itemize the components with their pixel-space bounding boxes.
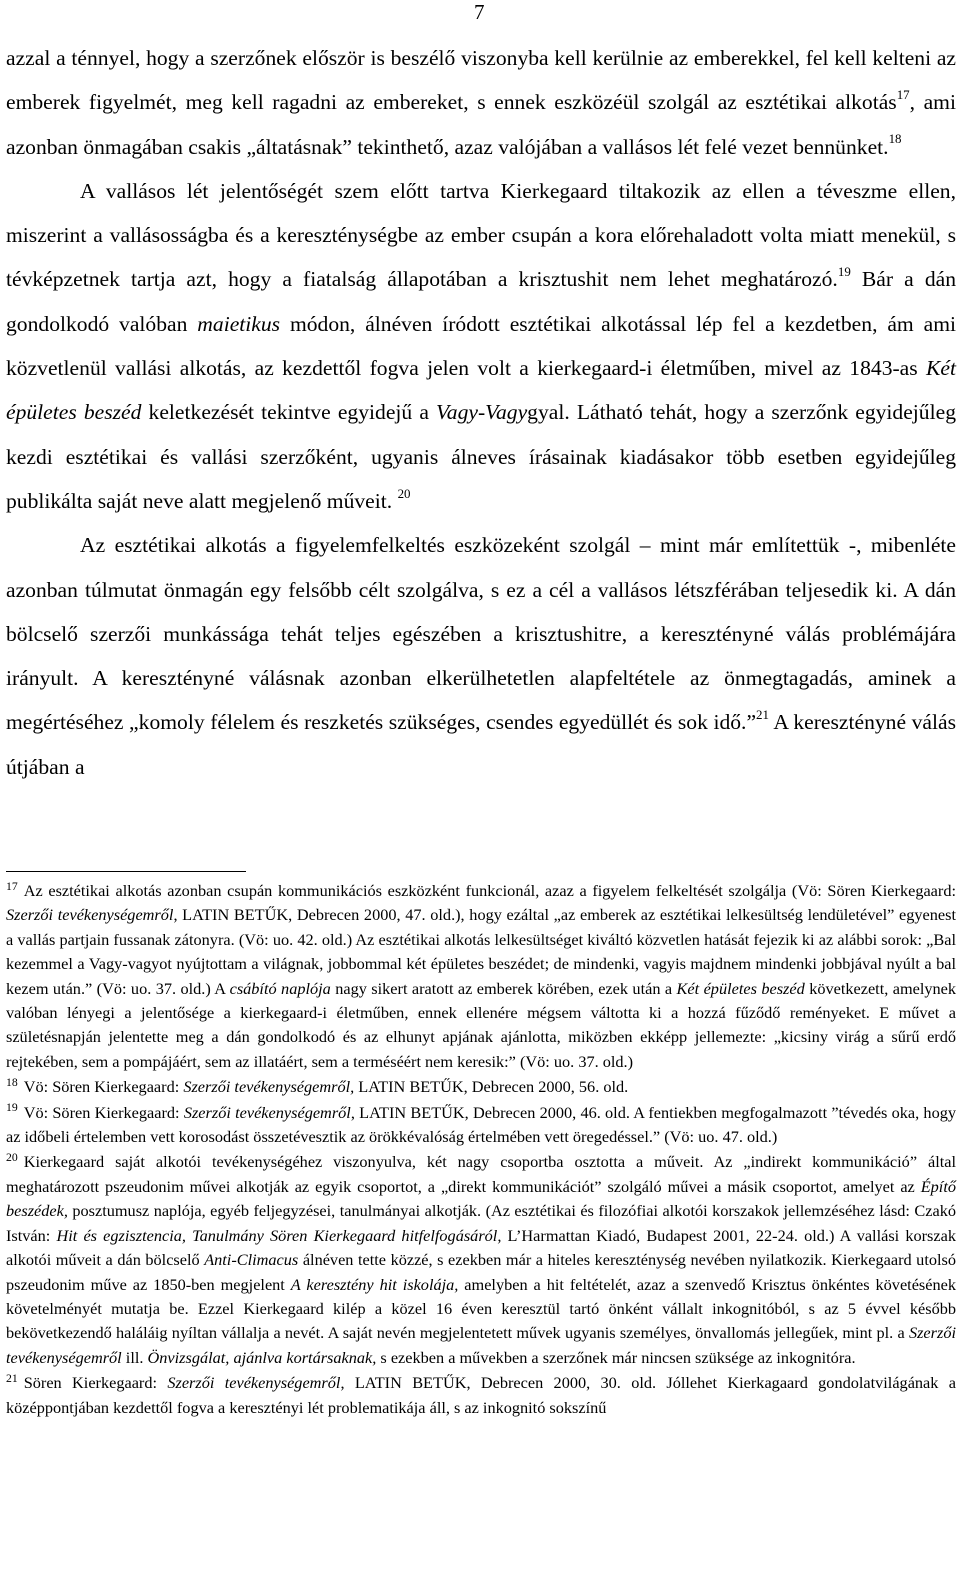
text-run: L’Harmattan Kiadó, Budapest 2001, 22-24. old.) A vallási korszak alkotói műveit a dán bölcselő <box>6 1225 956 1270</box>
text-run: Bár a dán gondolkodó valóban <box>6 267 956 336</box>
footnote-ref: 19 <box>837 264 851 280</box>
footnote-separator <box>6 871 246 872</box>
footnote-number: 19 <box>6 1101 18 1115</box>
footnote-number: 21 <box>6 1371 18 1385</box>
text-run: gyal. Látható tehát, hogy a szerzőnk egyidejűleg kezdi esztétikai és vallási szerzőként, ugyanis álneves írásainak kiadásakor több esetben egyidejűleg publikálta saját neve alatt megjelenő műveit. <box>6 400 956 513</box>
text-run: nagy sikert aratott az emberek körében, ezek után a <box>330 978 677 998</box>
text-run: , ami azonban önmagában csakis „áltatásnak” tekinthető, azaz valójában a vallásos lét felé vezet bennünket. <box>6 90 956 159</box>
italic-text: Önvizsgálat, ajánlva kortársaknak, <box>147 1347 377 1367</box>
footnote <box>6 1150 956 1370</box>
italic-text: Anti-Climacus <box>204 1250 299 1270</box>
italic-text: Szerzői tevékenységemről <box>167 1373 341 1393</box>
text-run: , LATIN BETŰK, Debrecen 2000, 30. old. Jóllehet Kierkagaard gondolatvilágának a középpontjában kezdettől fogva a keresztényi lét problematikája áll, s az inkognitó sokszínű <box>6 1373 956 1417</box>
page-number: 7 <box>474 0 485 24</box>
footnote <box>6 1371 956 1420</box>
text-run: Sören Kierkegaard: <box>23 1373 168 1393</box>
text-run: Vö: Sören Kierkegaard: <box>23 1077 184 1097</box>
footnote <box>6 1075 956 1099</box>
main-text <box>6 36 956 789</box>
text-run: amelyben a hit feltételét, azaz a szenvedő Krisztus önkéntes követésének követelményét mutatja be. Ezzel Kierkegaard kilép a közel 16 éven keresztül tartó önként vállalt inkognitóból, s az 5 évvel később bekövetkezendő haláláig nyíltan vállalja a nevét. A saját nevén megjelentetett művek ugyanis személyes, önvallomás jellegűek, mint pl. a <box>6 1274 956 1343</box>
text-run: álnéven tette közzé, s ezekben már a hiteles kereszténység nevében nyilatkozik. Kierkegaard utolsó pszeudonim műve az 1850-ben megjelent <box>6 1250 956 1294</box>
footnote-ref: 17 <box>896 87 910 103</box>
text-run: Az esztétikai alkotás a figyelemfelkeltés eszközeként szolgál – mint már említettük -, mibenléte azonban túlmutat önmagán egy felsőbb célt szolgálva, s ez a cél a vallásos létszférában teljesedik ki. A dán bölcselő szerzői munkássága tehát teljes egészében a krisztushitre, a keresztényné válás problémájára irányult. A keresztényné válásnak azonban elkerülhetetlen alapfeltétele az önmegtagadás, aminek a megértéséhez „komoly félelem és reszketés szükséges, csendes egyedüllét és sok idő.” <box>6 533 956 735</box>
text-run: Vö: Sören Kierkegaard: <box>23 1102 184 1122</box>
text-run: , LATIN BETŰK, Debrecen 2000, 47. old.), hogy ezáltal „az emberek az esztétikai lelkesültség lendületével” egyenest a vallás partjain fussanak zátonyra. (Vö: uo. 42. old.) Az esztétikai alkotás lelkesültséget kiváltó közvetlen hatását fejezik ki az alábbi sorok: „Bal kezemmel a Vagy-vagyot nyújtottam a világnak, jobbommal két épületes beszédet; de mindenki, vagyis majdnem mindenki jobbjával nyúlt a bal kezem után.” (Vö: uo. 37. old.) A <box>6 905 956 998</box>
text-run: , LATIN BETŰK, Debrecen 2000, 46. old. A fentiekben megfogalmazott ”tévedés oka, hogy az időbeli értelemben vett korosodást összetévesztik az örökkévalóság értelmében vett öregedéssel.” (Vö: uo. 47. old.) <box>6 1102 956 1147</box>
italic-text: A keresztény hit iskolája, <box>290 1274 459 1294</box>
paragraph <box>6 36 956 169</box>
text-run: A keresztényné válás útjában a <box>6 710 956 779</box>
italic-text: Hit és egzisztencia, Tanulmány Sören Kierkegaard hitfelfogásáról, <box>56 1225 502 1245</box>
footnote-ref: 20 <box>397 485 411 501</box>
italic-text: Vagy-Vagy <box>436 400 528 425</box>
text-run: módon, álnéven íródott esztétikai alkotással lép fel a kezdetben, ám ami közvetlenül vallási alkotás, az kezdettől fogva jelen volt a kierkegaard-i életműben, mivel az 1843-as <box>6 311 956 381</box>
text-run: A vallásos lét jelentőségét szem előtt tartva Kierkegaard tiltakozik az ellen a téveszme ellen, miszerint a vallásosságba és a kereszténységbe az ember csupán a kora előrehaladott volta miatt menekül, s tévképzetnek tartja azt, hogy a fiatalság állapotában a krisztushit nem lehet meghatározó. <box>6 178 956 292</box>
italic-text: Szerzői tevékenységemről, <box>183 1077 355 1097</box>
italic-text: Két épületes beszéd <box>676 978 805 998</box>
text-run: keletkezését tekintve egyidejű a <box>141 400 437 425</box>
italic-text: csábító naplója <box>229 978 331 998</box>
text-run: s ezekben a művekben a szerzőnek már nincsen szüksége az inkognitóra. <box>376 1347 856 1367</box>
italic-text: Szerzői tevékenységemről <box>6 1323 956 1367</box>
text-run: Kierkegaard saját alkotói tevékenységéhez viszonyulva, két nagy csoportba osztotta a műveit. Az „indirekt kommunikáció” által meghatározott pszeudonim művei alkotják az egyik csoportot, a „direkt kommunikációt” szolgáló művei a másik csoportot, amelyet az <box>6 1152 956 1196</box>
text-run: ill. <box>121 1347 148 1367</box>
text-run: azzal a ténnyel, hogy a szerzőnek először is beszélő viszonyba kell kerülnie az emberekkel, fel kell kelteni az emberek figyelmét, meg kell ragadni az embereket, s ennek eszközéül szolgál az esztétikai alkotás <box>6 46 956 115</box>
footnote-number: 20 <box>6 1151 18 1165</box>
text-run: Az esztétikai alkotás azonban csupán kommunikációs eszközként funkcionál, azaz a figyelem felkeltését szolgálja (Vö: Sören Kierkegaard: <box>23 881 956 900</box>
text-run: következett, amelynek valóban lényegi a jelentősége a kierkegaard-i életműben, ennek ellenére mégsem váltotta ki a hozzá fűződő reményeket. E művet a születésnapján jelentette meg a dán gondolkodó és az elhunyt apjának ajánlotta, miközben ekképp jellemezte: „kicsiny virág a sűrű erdő rejtekében, sem a pompájáért, sem az illatáért, sem a terméséért nem keresik:” (Vö: uo. 37. old.) <box>6 978 957 1071</box>
text-run: LATIN BETŰK, Debrecen 2000, 56. old. <box>354 1077 629 1097</box>
italic-text: maietikus <box>197 311 281 336</box>
text-run: posztumusz naplója, egyéb feljegyzései, tanulmányai alkotják. (Az esztétikai és filozófiai alkotói korszakok jellemzéséhez lásd: Czakó István: <box>6 1201 956 1245</box>
italic-text: Szerzői tevékenységemről <box>183 1102 351 1122</box>
footnote-number: 18 <box>6 1075 18 1089</box>
italic-text: Két épületes beszéd <box>6 356 956 425</box>
paragraph <box>6 169 956 523</box>
footnote <box>6 1101 956 1150</box>
footnotes <box>6 879 956 1420</box>
footnote-ref: 18 <box>888 131 902 147</box>
footnote-number: 17 <box>6 879 18 893</box>
italic-text: Építő beszédek, <box>6 1176 956 1221</box>
italic-text: Szerzői tevékenységemről <box>6 905 174 925</box>
footnote-ref: 21 <box>756 707 769 723</box>
paragraph <box>6 523 956 789</box>
footnote <box>6 879 956 1074</box>
